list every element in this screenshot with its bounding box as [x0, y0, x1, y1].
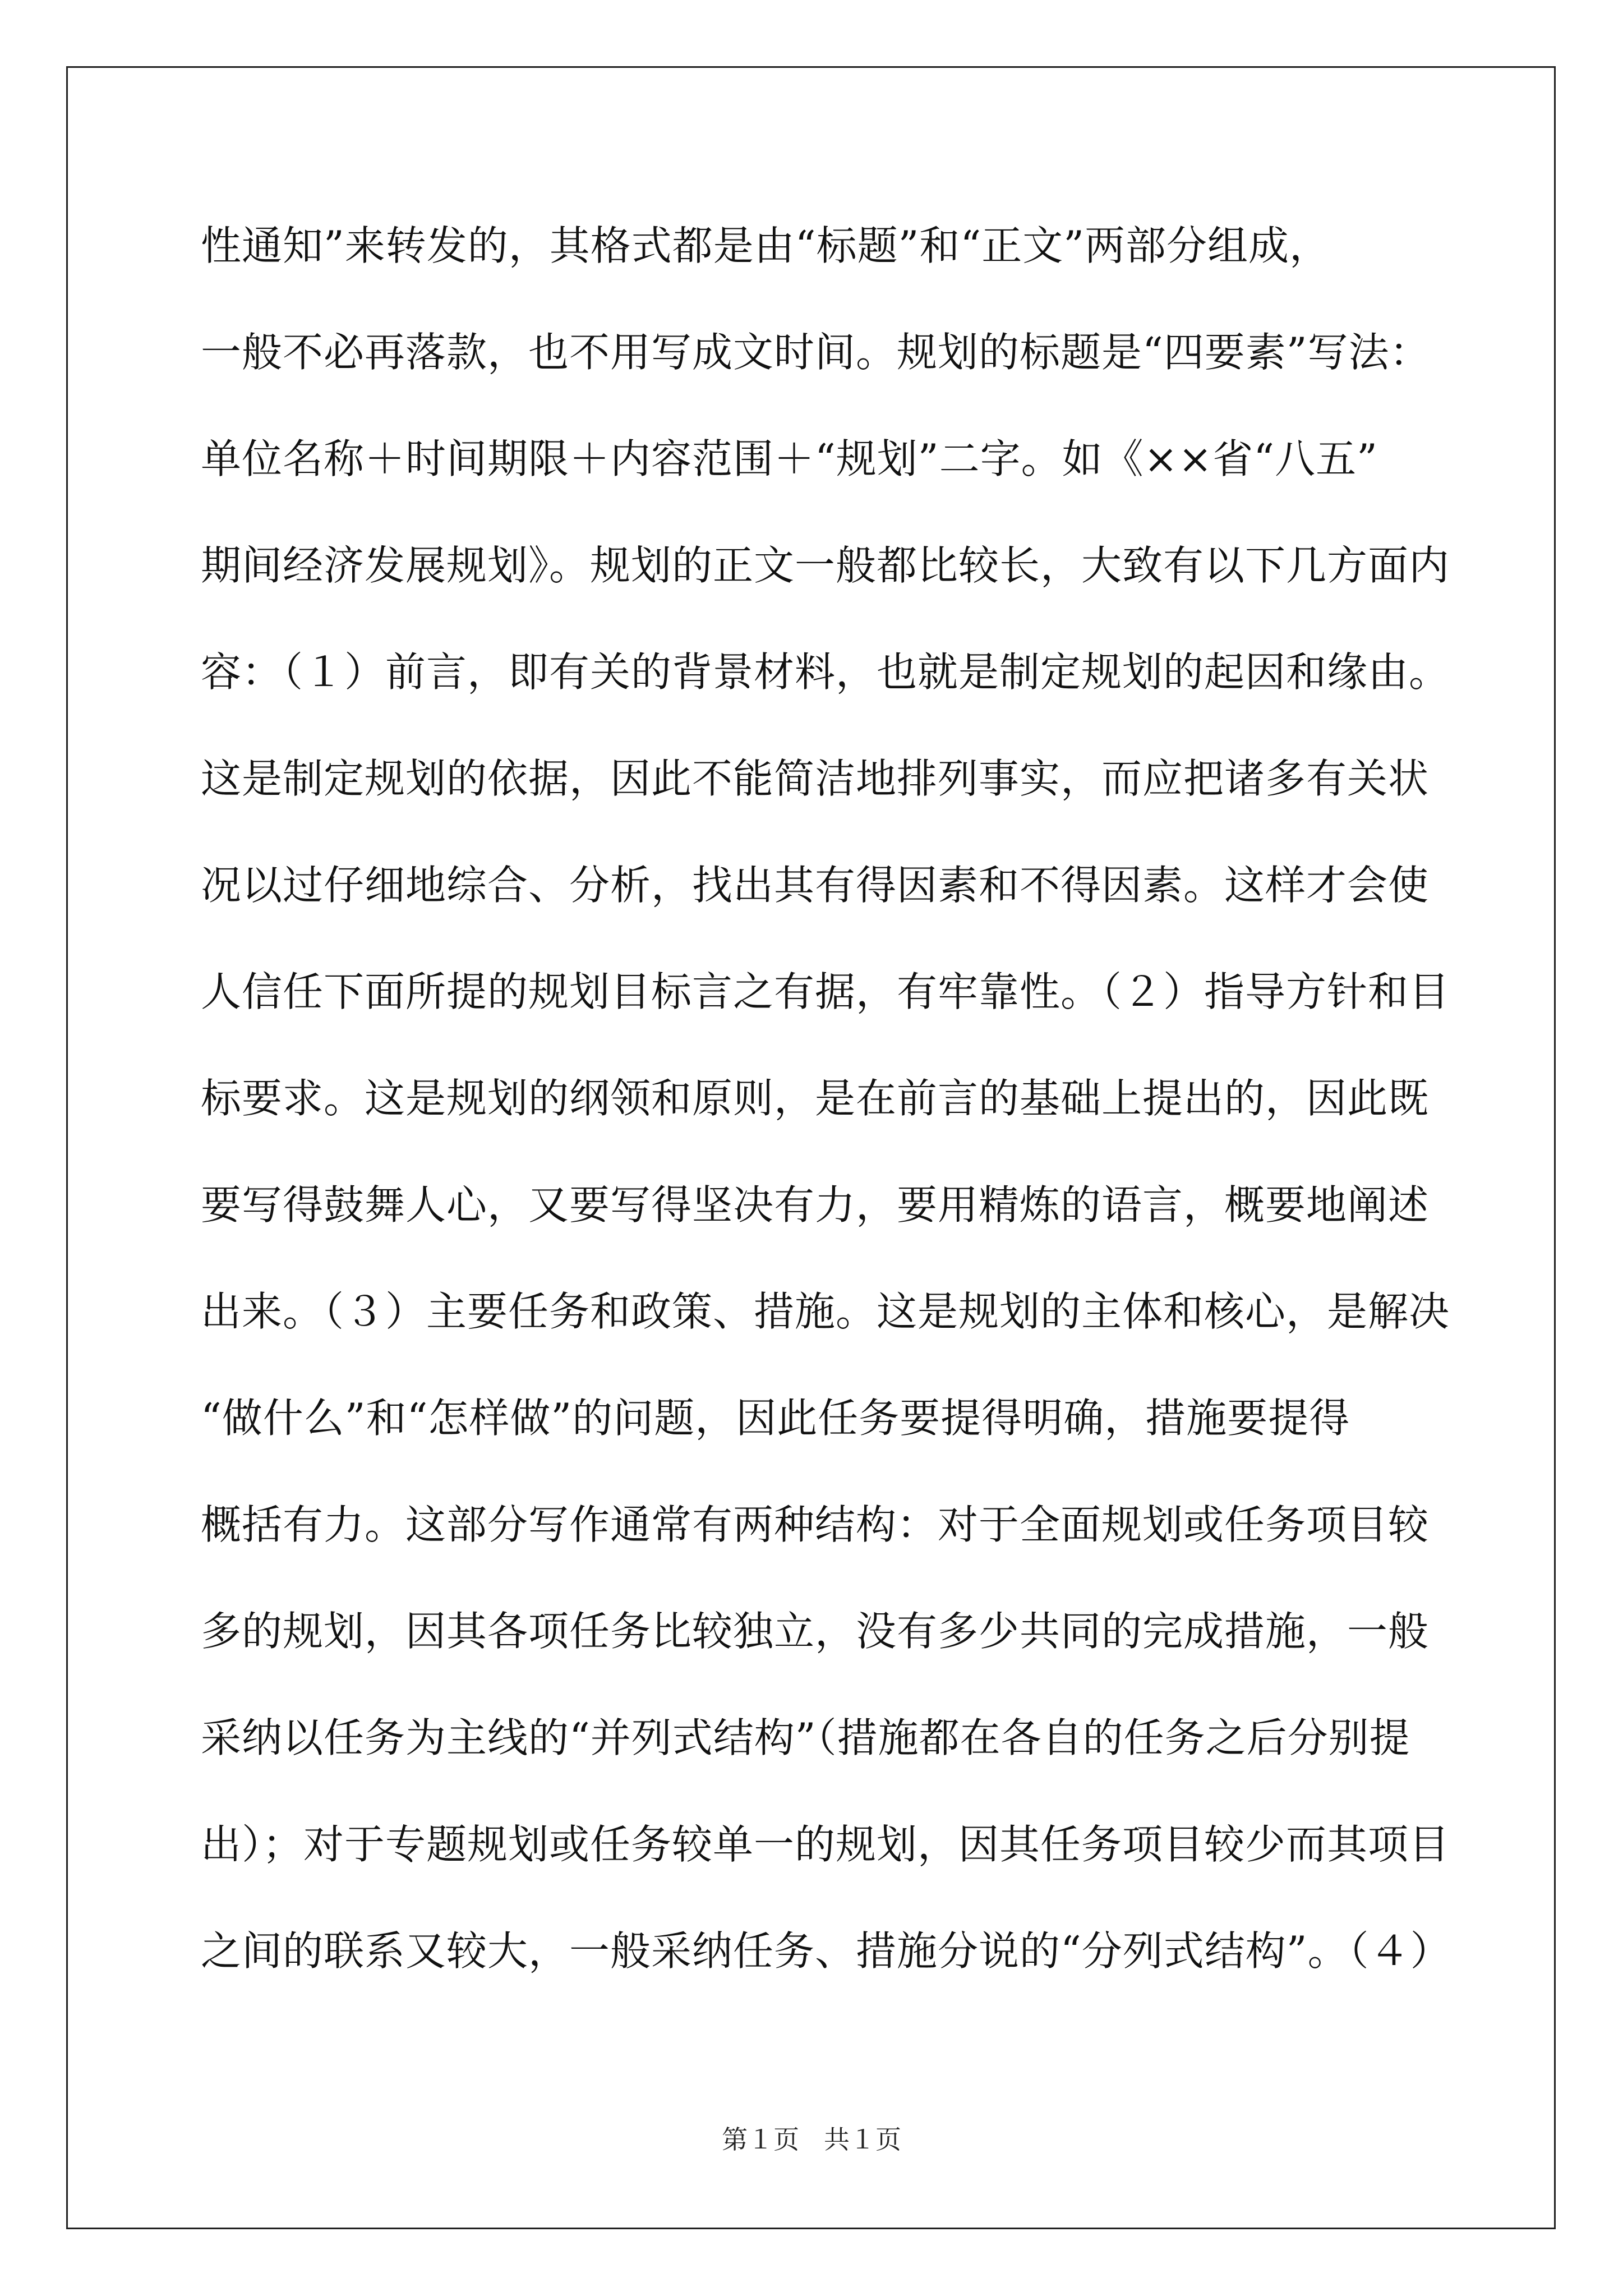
text-line: 性通知”来转发的，其格式都是由“标题”和“正文”两部分组成，: [201, 222, 1331, 269]
text-line: 出来。（３）主要任务和政策、措施。这是规划的主体和核心，是解决: [201, 1288, 1450, 1335]
text-line: 概括有力。这部分写作通常有两种结构：对于全面规划或任务项目较: [201, 1501, 1430, 1548]
text-line: 单位名称＋时间期限＋内容范围＋“规划”二字。如《××省“八五”: [201, 435, 1378, 482]
page-number: 第１页: [722, 2124, 800, 2155]
text-line: 况以过仔细地综合、分析，找出其有得因素和不得因素。这样才会使: [201, 862, 1430, 909]
text-line: 一般不必再落款，也不用写成文时间。规划的标题是“四要素”写法：: [201, 329, 1431, 376]
text-line: 之间的联系又较大，一般采纳任务、措施分说的“分列式结构”。（４）: [201, 1927, 1451, 1975]
page-total: 共１页: [823, 2124, 901, 2155]
text-line: 多的规划，因其各项任务比较独立，没有多少共同的完成措施，一般: [201, 1608, 1430, 1655]
text-line: 这是制定规划的依据，因此不能简洁地排列事实，而应把诸多有关状: [201, 755, 1430, 802]
text-line: 人信任下面所提的规划目标言之有据，有牢靠性。（２）指导方针和目: [201, 968, 1450, 1015]
document-body: [201, 212, 1451, 2024]
text-line: 期间经济发展规划》。规划的正文一般都比较长，大致有以下几方面内: [201, 542, 1450, 589]
text-line: “做什么”和“怎样做”的问题，因此任务要提得明确，措施要提得: [201, 1395, 1350, 1442]
footer-gap: [799, 2124, 824, 2155]
text-line: 容：（１）前言，即有关的背景材料，也就是制定规划的起因和缘由。: [201, 648, 1450, 696]
page-footer: [0, 2123, 1623, 2156]
text-line: 出）；对于专题规划或任务较单一的规划，因其任务项目较少而其项目: [201, 1821, 1450, 1868]
text-line: 要写得鼓舞人心，又要写得坚决有力，要用精炼的语言，概要地阐述: [201, 1181, 1430, 1228]
text-line: 采纳以任务为主线的“并列式结构”（措施都在各自的任务之后分别提: [201, 1714, 1410, 1761]
text-line: 标要求。这是规划的纲领和原则，是在前言的基础上提出的，因此既: [201, 1075, 1430, 1122]
